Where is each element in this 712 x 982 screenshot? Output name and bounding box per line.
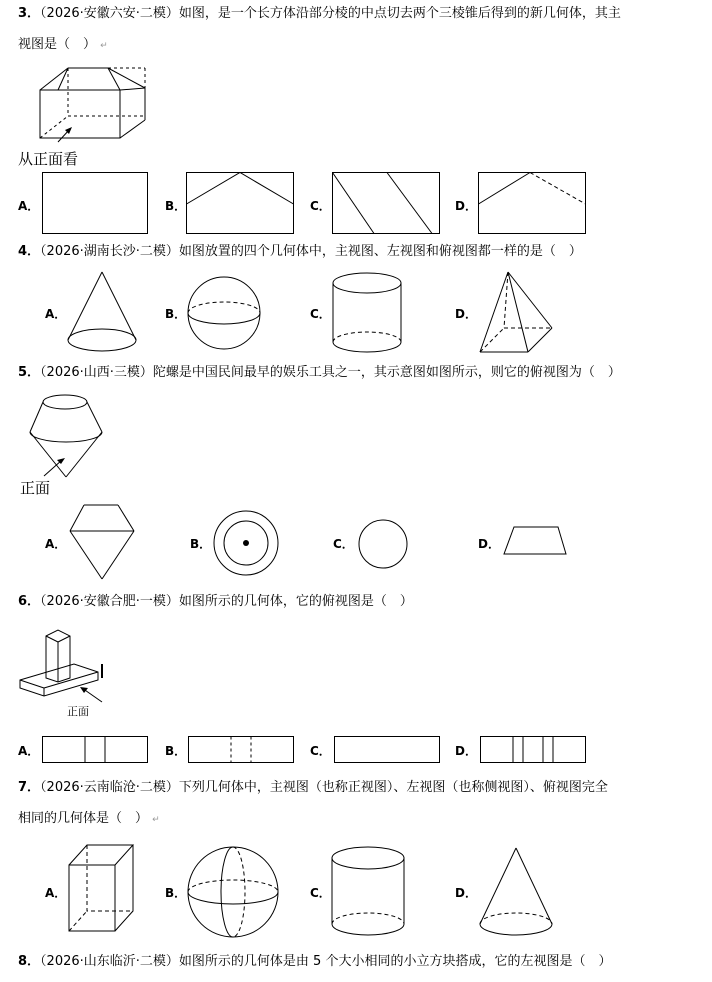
option-c[interactable]: C． bbox=[310, 886, 331, 900]
question-number: 8． bbox=[18, 954, 41, 969]
q5-option-a-figure[interactable] bbox=[68, 503, 138, 583]
option-d[interactable]: D． bbox=[478, 537, 500, 551]
q5-option-d-figure[interactable] bbox=[502, 525, 570, 557]
question-text: 下列几何体中，主视图（也称正视图）、左视图（也称侧视图）、俯视图完全 bbox=[178, 780, 608, 795]
q3-option-c-figure[interactable] bbox=[332, 172, 440, 234]
question-5 bbox=[18, 364, 621, 382]
option-c[interactable]: C． bbox=[310, 199, 331, 213]
option-c[interactable]: C． bbox=[310, 744, 331, 758]
question-3-line2 bbox=[18, 36, 108, 55]
question-text-continued: 视图是（ ） bbox=[18, 37, 97, 52]
question-source: （2026·山东临沂·二模） bbox=[40, 954, 179, 969]
question-text: 如图，是一个长方体沿部分棱的中点切去两个三棱锥后得到的新几何体，其主 bbox=[178, 6, 621, 21]
q4-pyramid-figure[interactable] bbox=[478, 270, 556, 356]
question-source: （2026·安徽合肥·一模） bbox=[40, 594, 179, 609]
q6-option-c-figure[interactable] bbox=[334, 736, 440, 764]
option-a[interactable]: A． bbox=[45, 307, 67, 321]
option-a[interactable]: A． bbox=[45, 886, 67, 900]
option-b[interactable]: B． bbox=[165, 307, 187, 321]
question-source: （2026·山西·三模） bbox=[40, 365, 153, 380]
question-4 bbox=[18, 243, 582, 261]
q7-cylinder-figure[interactable] bbox=[330, 846, 406, 938]
option-c[interactable]: C． bbox=[310, 307, 331, 321]
question-number: 5． bbox=[18, 365, 41, 380]
question-3 bbox=[18, 5, 621, 23]
option-d[interactable]: D． bbox=[455, 307, 477, 321]
question-number: 7． bbox=[18, 780, 41, 795]
question-6 bbox=[18, 593, 413, 611]
option-b[interactable]: B． bbox=[190, 537, 212, 551]
option-c[interactable]: C． bbox=[333, 537, 354, 551]
q6-option-a-figure[interactable] bbox=[42, 736, 148, 764]
q3-option-d-figure[interactable] bbox=[478, 172, 586, 234]
option-d[interactable]: D． bbox=[455, 886, 477, 900]
question-7-line2 bbox=[18, 810, 160, 829]
question-text-continued: 相同的几何体是（ ） bbox=[18, 811, 149, 826]
q3-arrow bbox=[56, 124, 76, 144]
question-number: 6． bbox=[18, 594, 41, 609]
q7-sphere-figure[interactable] bbox=[186, 845, 280, 939]
option-a[interactable]: A． bbox=[18, 199, 40, 213]
q6-option-d-figure[interactable] bbox=[480, 736, 586, 764]
question-text: 陀螺是中国民间最早的娱乐工具之一，其示意图如图所示，则它的俯视图为（ ） bbox=[152, 365, 621, 380]
question-source: （2026·湖南长沙·二模） bbox=[40, 244, 179, 259]
q4-cylinder-figure[interactable] bbox=[331, 272, 403, 354]
question-7 bbox=[18, 779, 608, 797]
q4-cone-figure[interactable] bbox=[66, 270, 140, 354]
question-text: 如图放置的四个几何体中，主视图、左视图和俯视图都一样的是（ ） bbox=[178, 244, 582, 259]
option-b[interactable]: B． bbox=[165, 199, 187, 213]
q7-prism-figure[interactable] bbox=[67, 843, 137, 935]
q5-option-c-figure[interactable] bbox=[357, 518, 409, 570]
q6-caption: 正面 bbox=[67, 705, 89, 718]
option-d[interactable]: D． bbox=[455, 199, 477, 213]
q5-caption: 正面 bbox=[20, 479, 51, 497]
question-text: 如图所示的几何体是由 5 个大小相同的小立方块搭成，它的左视图是（ ） bbox=[178, 954, 612, 969]
q5-option-b-figure[interactable] bbox=[212, 509, 280, 577]
question-number: 4． bbox=[18, 244, 41, 259]
q4-sphere-figure[interactable] bbox=[186, 275, 262, 351]
option-d[interactable]: D． bbox=[455, 744, 477, 758]
option-a[interactable]: A． bbox=[45, 537, 67, 551]
question-number: 3． bbox=[18, 6, 41, 21]
q6-option-b-figure[interactable] bbox=[188, 736, 294, 764]
q3-caption: 从正面看 bbox=[18, 150, 79, 168]
question-text: 如图所示的几何体，它的俯视图是（ ） bbox=[178, 594, 413, 609]
return-mark: ↵ bbox=[152, 815, 160, 825]
return-mark: ↵ bbox=[100, 41, 108, 51]
option-b[interactable]: B． bbox=[165, 744, 187, 758]
option-b[interactable]: B． bbox=[165, 886, 187, 900]
q3-option-a-figure[interactable] bbox=[42, 172, 148, 234]
q3-option-b-figure[interactable] bbox=[186, 172, 294, 234]
option-a[interactable]: A． bbox=[18, 744, 40, 758]
question-source: （2026·云南临沧·二模） bbox=[40, 780, 179, 795]
q7-cone-figure[interactable] bbox=[478, 846, 554, 938]
question-8 bbox=[18, 953, 611, 971]
question-source: （2026·安徽六安·二模） bbox=[40, 6, 179, 21]
